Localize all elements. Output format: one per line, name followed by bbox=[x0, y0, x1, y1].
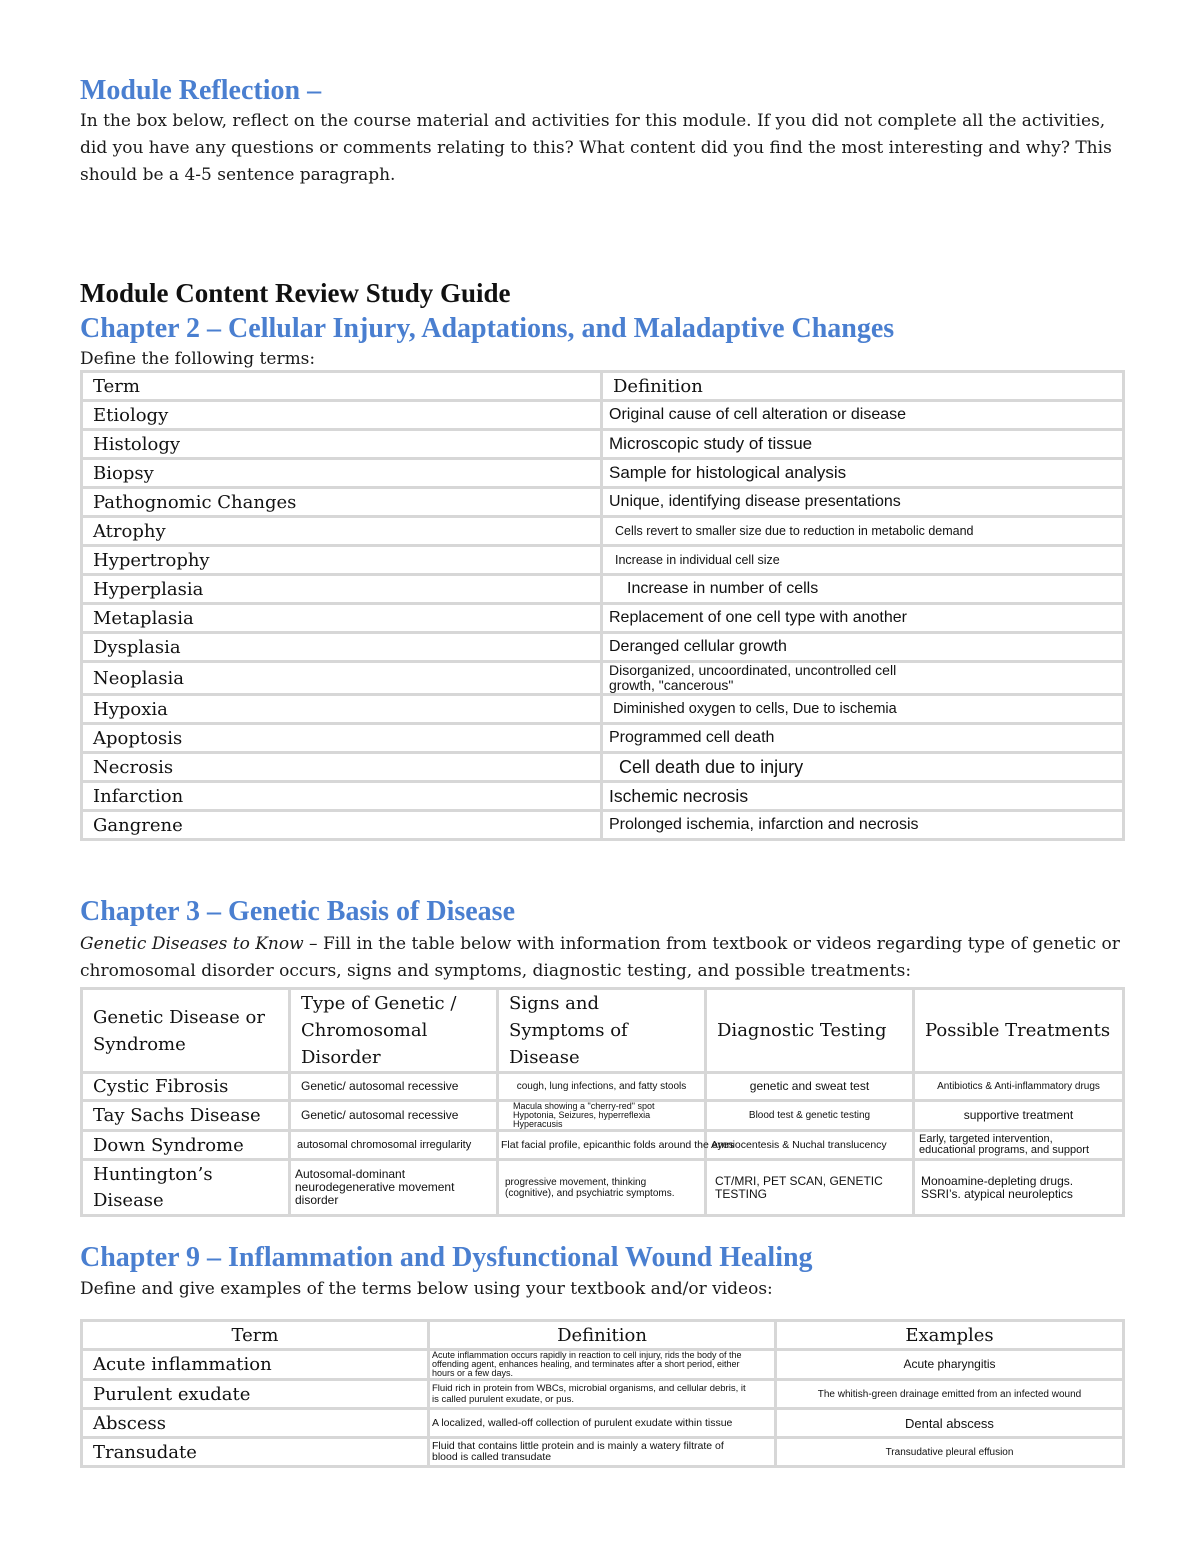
table-row bbox=[82, 1101, 1124, 1131]
type-cell[interactable]: Autosomal-dominant neurodegenerative movement disorder bbox=[290, 1160, 498, 1216]
table-row bbox=[82, 782, 1124, 811]
chapter2-instruction: Define the following terms: bbox=[80, 349, 316, 369]
term-cell: Atrophy bbox=[82, 517, 602, 546]
header-type: Type of Genetic / Chromosomal Disorder bbox=[290, 989, 498, 1073]
definition-cell[interactable]: Ischemic necrosis bbox=[602, 782, 1124, 811]
definition-cell[interactable]: Sample for histological analysis bbox=[602, 459, 1124, 488]
signs-cell[interactable]: cough, lung infections, and fatty stools bbox=[498, 1073, 706, 1101]
table-row bbox=[82, 546, 1124, 575]
type-cell[interactable]: Genetic/ autosomal recessive bbox=[290, 1101, 498, 1131]
chapter3-intro-text: – Fill in the table below with information from textbook or videos regarding type of genetic or chromosomal disorder occurs, signs and symptoms, diagnostic testing, and possible treatments: bbox=[80, 934, 1120, 981]
table-row bbox=[82, 1160, 1124, 1216]
examples-cell[interactable]: Dental abscess bbox=[776, 1409, 1124, 1438]
definition-cell[interactable]: Diminished oxygen to cells, Due to ischemia bbox=[602, 695, 1124, 724]
definition-cell[interactable]: Increase in number of cells bbox=[602, 575, 1124, 604]
term-cell: Necrosis bbox=[82, 753, 602, 782]
chapter3-instructions bbox=[80, 931, 1122, 985]
header-definition: Definition bbox=[602, 372, 1124, 401]
header-term: Term bbox=[82, 1321, 429, 1350]
term-cell: Apoptosis bbox=[82, 724, 602, 753]
term-cell: Infarction bbox=[82, 782, 602, 811]
table-header-row bbox=[82, 1321, 1124, 1350]
definition-cell[interactable]: A localized, walled-off collection of purulent exudate within tissue bbox=[429, 1409, 776, 1438]
tx-cell[interactable]: Early, targeted intervention, educational programs, and support bbox=[914, 1131, 1124, 1160]
definition-cell[interactable]: Programmed cell death bbox=[602, 724, 1124, 753]
chapter3-heading: Chapter 3 – Genetic Basis of Disease bbox=[80, 896, 515, 927]
chapter2-heading: Chapter 2 – Cellular Injury, Adaptations, and Maladaptive Changes bbox=[80, 313, 895, 344]
term-cell: Metaplasia bbox=[82, 604, 602, 633]
definition-cell[interactable]: Increase in individual cell size bbox=[602, 546, 1124, 575]
table-header-row bbox=[82, 372, 1124, 401]
module-reflection-instructions: In the box below, reflect on the course material and activities for this module. If you did not complete all the activities, did you have any questions or comments relating to this? What content did you find the most interesting and why? This should be a 4-5 sentence paragraph. bbox=[80, 111, 1112, 185]
term-cell: Hypertrophy bbox=[82, 546, 602, 575]
definition-cell[interactable]: Microscopic study of tissue bbox=[602, 430, 1124, 459]
table-row bbox=[82, 459, 1124, 488]
signs-cell[interactable]: Macula showing a "cherry-red" spot Hypotonia, Seizures, hyperreflexia Hyperacusis bbox=[498, 1101, 706, 1131]
header-signs: Signs and Symptoms of Disease bbox=[498, 989, 706, 1073]
table-row bbox=[82, 575, 1124, 604]
definition-cell[interactable]: Fluid that contains little protein and is mainly a watery filtrate of blood is called transudate bbox=[429, 1438, 776, 1467]
signs-cell[interactable]: Flat facial profile, epicanthic folds around the eyes bbox=[498, 1131, 706, 1160]
table-row bbox=[82, 1350, 1124, 1380]
table-row bbox=[82, 1409, 1124, 1438]
header-treatments: Possible Treatments bbox=[914, 989, 1124, 1073]
table-row bbox=[82, 401, 1124, 430]
disease-cell: Huntington’s Disease bbox=[82, 1160, 290, 1216]
term-cell: Abscess bbox=[82, 1409, 429, 1438]
table-row bbox=[82, 662, 1124, 695]
table-row bbox=[82, 1073, 1124, 1101]
term-cell: Transudate bbox=[82, 1438, 429, 1467]
tx-cell[interactable]: Monoamine-depleting drugs. SSRI’s. atypical neuroleptics bbox=[914, 1160, 1124, 1216]
examples-cell[interactable]: Transudative pleural effusion bbox=[776, 1438, 1124, 1467]
dx-cell[interactable]: CT/MRI, PET SCAN, GENETIC TESTING bbox=[706, 1160, 914, 1216]
table-row bbox=[82, 604, 1124, 633]
table-row bbox=[82, 1380, 1124, 1409]
dx-cell[interactable]: genetic and sweat test bbox=[706, 1073, 914, 1101]
term-cell: Histology bbox=[82, 430, 602, 459]
term-cell: Dysplasia bbox=[82, 633, 602, 662]
table-row bbox=[82, 753, 1124, 782]
disease-cell: Cystic Fibrosis bbox=[82, 1073, 290, 1101]
term-cell: Etiology bbox=[82, 401, 602, 430]
table-row bbox=[82, 1438, 1124, 1467]
examples-cell[interactable]: Acute pharyngitis bbox=[776, 1350, 1124, 1380]
type-cell[interactable]: Genetic/ autosomal recessive bbox=[290, 1073, 498, 1101]
definition-cell[interactable]: Deranged cellular growth bbox=[602, 633, 1124, 662]
table-row bbox=[82, 1131, 1124, 1160]
type-cell[interactable]: autosomal chromosomal irregularity bbox=[290, 1131, 498, 1160]
document-page bbox=[80, 70, 1122, 1468]
tx-cell[interactable]: supportive treatment bbox=[914, 1101, 1124, 1131]
definition-cell[interactable]: Cells revert to smaller size due to reduction in metabolic demand bbox=[602, 517, 1124, 546]
disease-cell: Down Syndrome bbox=[82, 1131, 290, 1160]
module-reflection-heading: Module Reflection – bbox=[80, 75, 322, 106]
header-disease: Genetic Disease or Syndrome bbox=[82, 989, 290, 1073]
tx-cell[interactable]: Antibiotics & Anti-inflammatory drugs bbox=[914, 1073, 1124, 1101]
chapter2-terms-table bbox=[80, 370, 1125, 841]
definition-cell[interactable]: Unique, identifying disease presentations bbox=[602, 488, 1124, 517]
definition-cell[interactable]: Prolonged ischemia, infarction and necrosis bbox=[602, 811, 1124, 840]
table-row bbox=[82, 724, 1124, 753]
definition-cell[interactable]: Cell death due to injury bbox=[602, 753, 1124, 782]
definition-cell[interactable]: Replacement of one cell type with another bbox=[602, 604, 1124, 633]
term-cell: Hyperplasia bbox=[82, 575, 602, 604]
definition-cell[interactable]: Original cause of cell alteration or disease bbox=[602, 401, 1124, 430]
header-examples: Examples bbox=[776, 1321, 1124, 1350]
chapter9-instruction: Define and give examples of the terms below using your textbook and/or videos: bbox=[80, 1279, 773, 1299]
table-row bbox=[82, 695, 1124, 724]
table-header-row bbox=[82, 989, 1124, 1073]
examples-cell[interactable]: The whitish-green drainage emitted from an infected wound bbox=[776, 1380, 1124, 1409]
definition-cell[interactable]: Disorganized, uncoordinated, uncontrolled cell growth, "cancerous" bbox=[602, 662, 1124, 695]
signs-cell[interactable]: progressive movement, thinking (cognitive), and psychiatric symptoms. bbox=[498, 1160, 706, 1216]
header-definition: Definition bbox=[429, 1321, 776, 1350]
genetic-diseases-table bbox=[80, 987, 1125, 1217]
study-guide-title: Module Content Review Study Guide bbox=[80, 278, 511, 308]
table-row bbox=[82, 633, 1124, 662]
term-cell: Acute inflammation bbox=[82, 1350, 429, 1380]
table-row bbox=[82, 517, 1124, 546]
table-row bbox=[82, 430, 1124, 459]
table-row bbox=[82, 811, 1124, 840]
term-cell: Gangrene bbox=[82, 811, 602, 840]
disease-cell: Tay Sachs Disease bbox=[82, 1101, 290, 1131]
term-cell: Pathognomic Changes bbox=[82, 488, 602, 517]
dx-cell[interactable]: Amniocentesis & Nuchal translucency bbox=[706, 1131, 914, 1160]
header-diagnostic: Diagnostic Testing bbox=[706, 989, 914, 1073]
term-cell: Purulent exudate bbox=[82, 1380, 429, 1409]
chapter9-heading: Chapter 9 – Inflammation and Dysfunctional Wound Healing bbox=[80, 1242, 813, 1273]
inflammation-terms-table bbox=[80, 1319, 1125, 1468]
chapter3-intro-italic: Genetic Diseases to Know bbox=[80, 934, 304, 954]
definition-cell[interactable]: Fluid rich in protein from WBCs, microbial organisms, and cellular debris, it is called purulent exudate, or pus. bbox=[429, 1380, 776, 1409]
definition-cell[interactable]: Acute inflammation occurs rapidly in reaction to cell injury, rids the body of the offending agent, enhances healing, and terminates after a short period, either hours or a few days. bbox=[429, 1350, 776, 1380]
term-cell: Biopsy bbox=[82, 459, 602, 488]
term-cell: Hypoxia bbox=[82, 695, 602, 724]
term-cell: Neoplasia bbox=[82, 662, 602, 695]
dx-cell[interactable]: Blood test & genetic testing bbox=[706, 1101, 914, 1131]
table-row bbox=[82, 488, 1124, 517]
header-term: Term bbox=[82, 372, 602, 401]
